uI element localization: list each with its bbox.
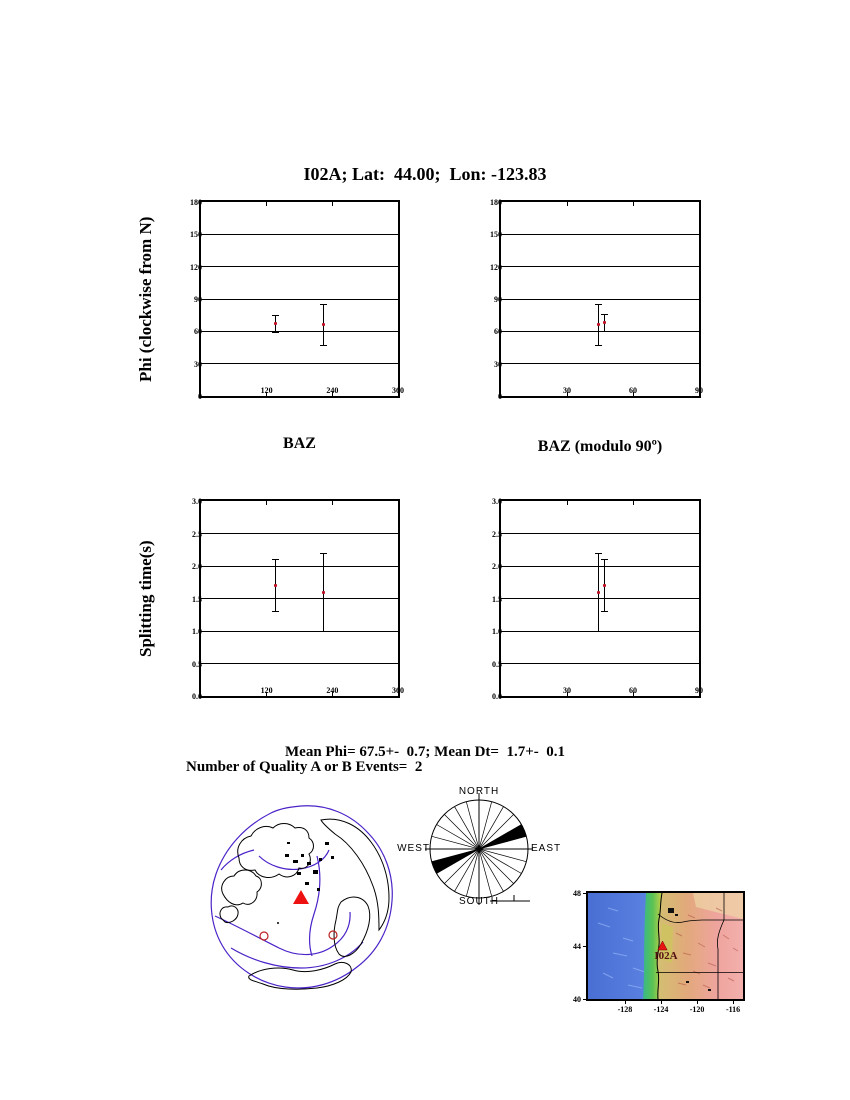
map-lon-tick <box>625 1001 626 1004</box>
error-bar-cap <box>601 314 608 315</box>
y-tick-label: 2.0 <box>492 562 502 571</box>
y-tick-label: 120 <box>490 262 502 272</box>
event-circle-icon <box>329 931 337 939</box>
error-bar-cap <box>320 631 327 632</box>
x-tick-label: 240 <box>326 686 339 695</box>
map-lon-tick <box>661 1001 662 1004</box>
y-tick-label: 60 <box>494 327 502 337</box>
y-tick-label: 0.0 <box>192 692 202 701</box>
gridline <box>501 598 699 599</box>
y-tick-label: 3.0 <box>492 497 502 506</box>
y-tick-label: 3.0 <box>192 497 202 506</box>
y-tick-label: 0.5 <box>492 659 502 669</box>
station-name-label: I02A <box>654 950 678 962</box>
y-tick-label: 0 <box>498 392 502 401</box>
error-bar-cap <box>320 304 327 305</box>
x-tick-mark <box>332 202 333 206</box>
y-tick-label: 2.5 <box>492 529 502 539</box>
data-point <box>597 323 600 326</box>
gridline <box>201 234 398 235</box>
x-tick-label: 30 <box>563 686 571 695</box>
gridline <box>201 533 398 534</box>
gridline <box>501 566 699 567</box>
x-tick-label: 360 <box>392 686 404 695</box>
x-tick-mark <box>266 202 267 206</box>
gridline <box>501 266 699 267</box>
y-tick-label: 1.0 <box>192 627 202 636</box>
gridline <box>501 234 699 235</box>
y-tick-label: 90 <box>494 295 502 304</box>
y-tick-label: 150 <box>190 230 202 240</box>
map-lon-tick <box>697 1001 698 1004</box>
gridline <box>201 631 398 632</box>
y-tick-label: 30 <box>194 359 202 369</box>
baz-axis-label: BAZ <box>283 435 316 452</box>
gridline <box>201 331 398 332</box>
dt-axis-label: Splitting time(s) <box>136 540 155 657</box>
x-tick-mark <box>633 501 634 505</box>
data-point <box>274 584 277 587</box>
y-tick-label: 2.0 <box>192 562 202 571</box>
map-lat-tick <box>583 893 586 894</box>
x-tick-label: 360 <box>392 386 404 395</box>
error-bar-cap <box>601 331 608 332</box>
x-tick-mark <box>633 202 634 206</box>
x-tick-mark <box>567 202 568 206</box>
x-tick-label: 30 <box>563 386 571 395</box>
rose-label-south: SOUTH <box>459 896 499 907</box>
y-tick-label: 2.5 <box>192 529 202 539</box>
x-tick-mark <box>332 501 333 505</box>
data-point <box>322 591 325 594</box>
phi-vs-baz-plot <box>190 198 404 401</box>
y-tick-label: 1.5 <box>492 594 502 604</box>
map-lat-tick <box>583 999 586 1000</box>
error-bar-cap <box>272 559 279 560</box>
y-tick-label: 150 <box>490 230 502 240</box>
x-tick-label: 60 <box>629 386 637 395</box>
error-bar-cap <box>320 345 327 346</box>
gridline <box>201 598 398 599</box>
baz-mod-axis-label: BAZ (modulo 90º) <box>537 438 663 455</box>
y-tick-label: 0.5 <box>192 659 202 669</box>
error-bar-cap <box>601 611 608 612</box>
error-bar-cap <box>272 332 279 333</box>
map-lat-label: 48 <box>573 889 581 898</box>
map-lon-label: -120 <box>689 1005 705 1014</box>
data-point <box>274 322 277 325</box>
x-tick-label: 90 <box>695 686 703 695</box>
gridline <box>201 566 398 567</box>
x-tick-label: 240 <box>326 386 339 395</box>
x-tick-label: 60 <box>629 686 637 695</box>
island-specks <box>277 842 334 924</box>
x-tick-mark <box>266 501 267 505</box>
gridline <box>501 663 699 664</box>
phi-axis-label: Phi (clockwise from N) <box>136 216 155 382</box>
y-tick-label: 90 <box>194 295 202 304</box>
data-point <box>597 591 600 594</box>
y-tick-label: 1.5 <box>192 594 202 604</box>
gridline <box>501 533 699 534</box>
y-tick-label: 180 <box>490 198 502 207</box>
event-count-text: Number of Quality A or B Events= 2 <box>186 759 423 775</box>
x-tick-label: 90 <box>695 386 703 395</box>
y-tick-label: 0 <box>198 392 202 401</box>
dt-vs-bazmod-plot <box>492 497 703 701</box>
data-point <box>603 321 606 324</box>
coastlines <box>220 819 389 989</box>
map-lon-label: -116 <box>725 1005 741 1014</box>
gridline <box>501 363 699 364</box>
rose-label-north: NORTH <box>458 786 500 797</box>
gridline <box>201 663 398 664</box>
gridline <box>201 363 398 364</box>
x-tick-label: 120 <box>260 686 273 695</box>
y-tick-label: 60 <box>194 327 202 337</box>
data-point <box>322 323 325 326</box>
station-triangle-icon <box>293 890 309 904</box>
x-tick-mark <box>567 501 568 505</box>
data-point <box>603 584 606 587</box>
error-bar-cap <box>595 553 602 554</box>
station-location-map <box>586 891 745 1001</box>
y-tick-label: 180 <box>190 198 202 207</box>
map-lat-label: 44 <box>573 942 581 951</box>
map-lat-tick <box>583 946 586 947</box>
page-title: I02A; Lat: 44.00; Lon: -123.83 <box>303 164 547 184</box>
event-epicenter-markers <box>260 931 337 940</box>
map-lat-label: 40 <box>573 995 581 1004</box>
y-tick-label: 120 <box>190 262 202 272</box>
fast-direction-rose-diagram <box>419 789 539 909</box>
y-tick-label: 30 <box>494 359 502 369</box>
error-bar-cap <box>595 304 602 305</box>
error-bar-cap <box>595 631 602 632</box>
y-tick-label: 0.0 <box>492 692 502 701</box>
error-bar-cap <box>320 553 327 554</box>
event-circle-icon <box>260 932 268 940</box>
phi-vs-bazmod-plot <box>490 198 703 401</box>
error-bar-cap <box>272 315 279 316</box>
event-globe-map <box>201 798 401 998</box>
error-bar-cap <box>601 559 608 560</box>
gridline <box>201 266 398 267</box>
gridline <box>501 299 699 300</box>
mean-values-text: Mean Phi= 67.5+- 0.7; Mean Dt= 1.7+- 0.1 <box>285 744 565 760</box>
rose-label-east: EAST <box>531 843 562 854</box>
map-lon-label: -128 <box>617 1005 633 1014</box>
dt-vs-baz-plot <box>192 497 404 701</box>
error-bar-cap <box>272 611 279 612</box>
map-lon-label: -124 <box>653 1005 669 1014</box>
rose-label-west: WEST <box>397 843 430 854</box>
y-tick-label: 1.0 <box>492 627 502 636</box>
gridline <box>201 299 398 300</box>
x-tick-label: 120 <box>260 386 273 395</box>
map-lon-tick <box>733 1001 734 1004</box>
error-bar-cap <box>595 345 602 346</box>
